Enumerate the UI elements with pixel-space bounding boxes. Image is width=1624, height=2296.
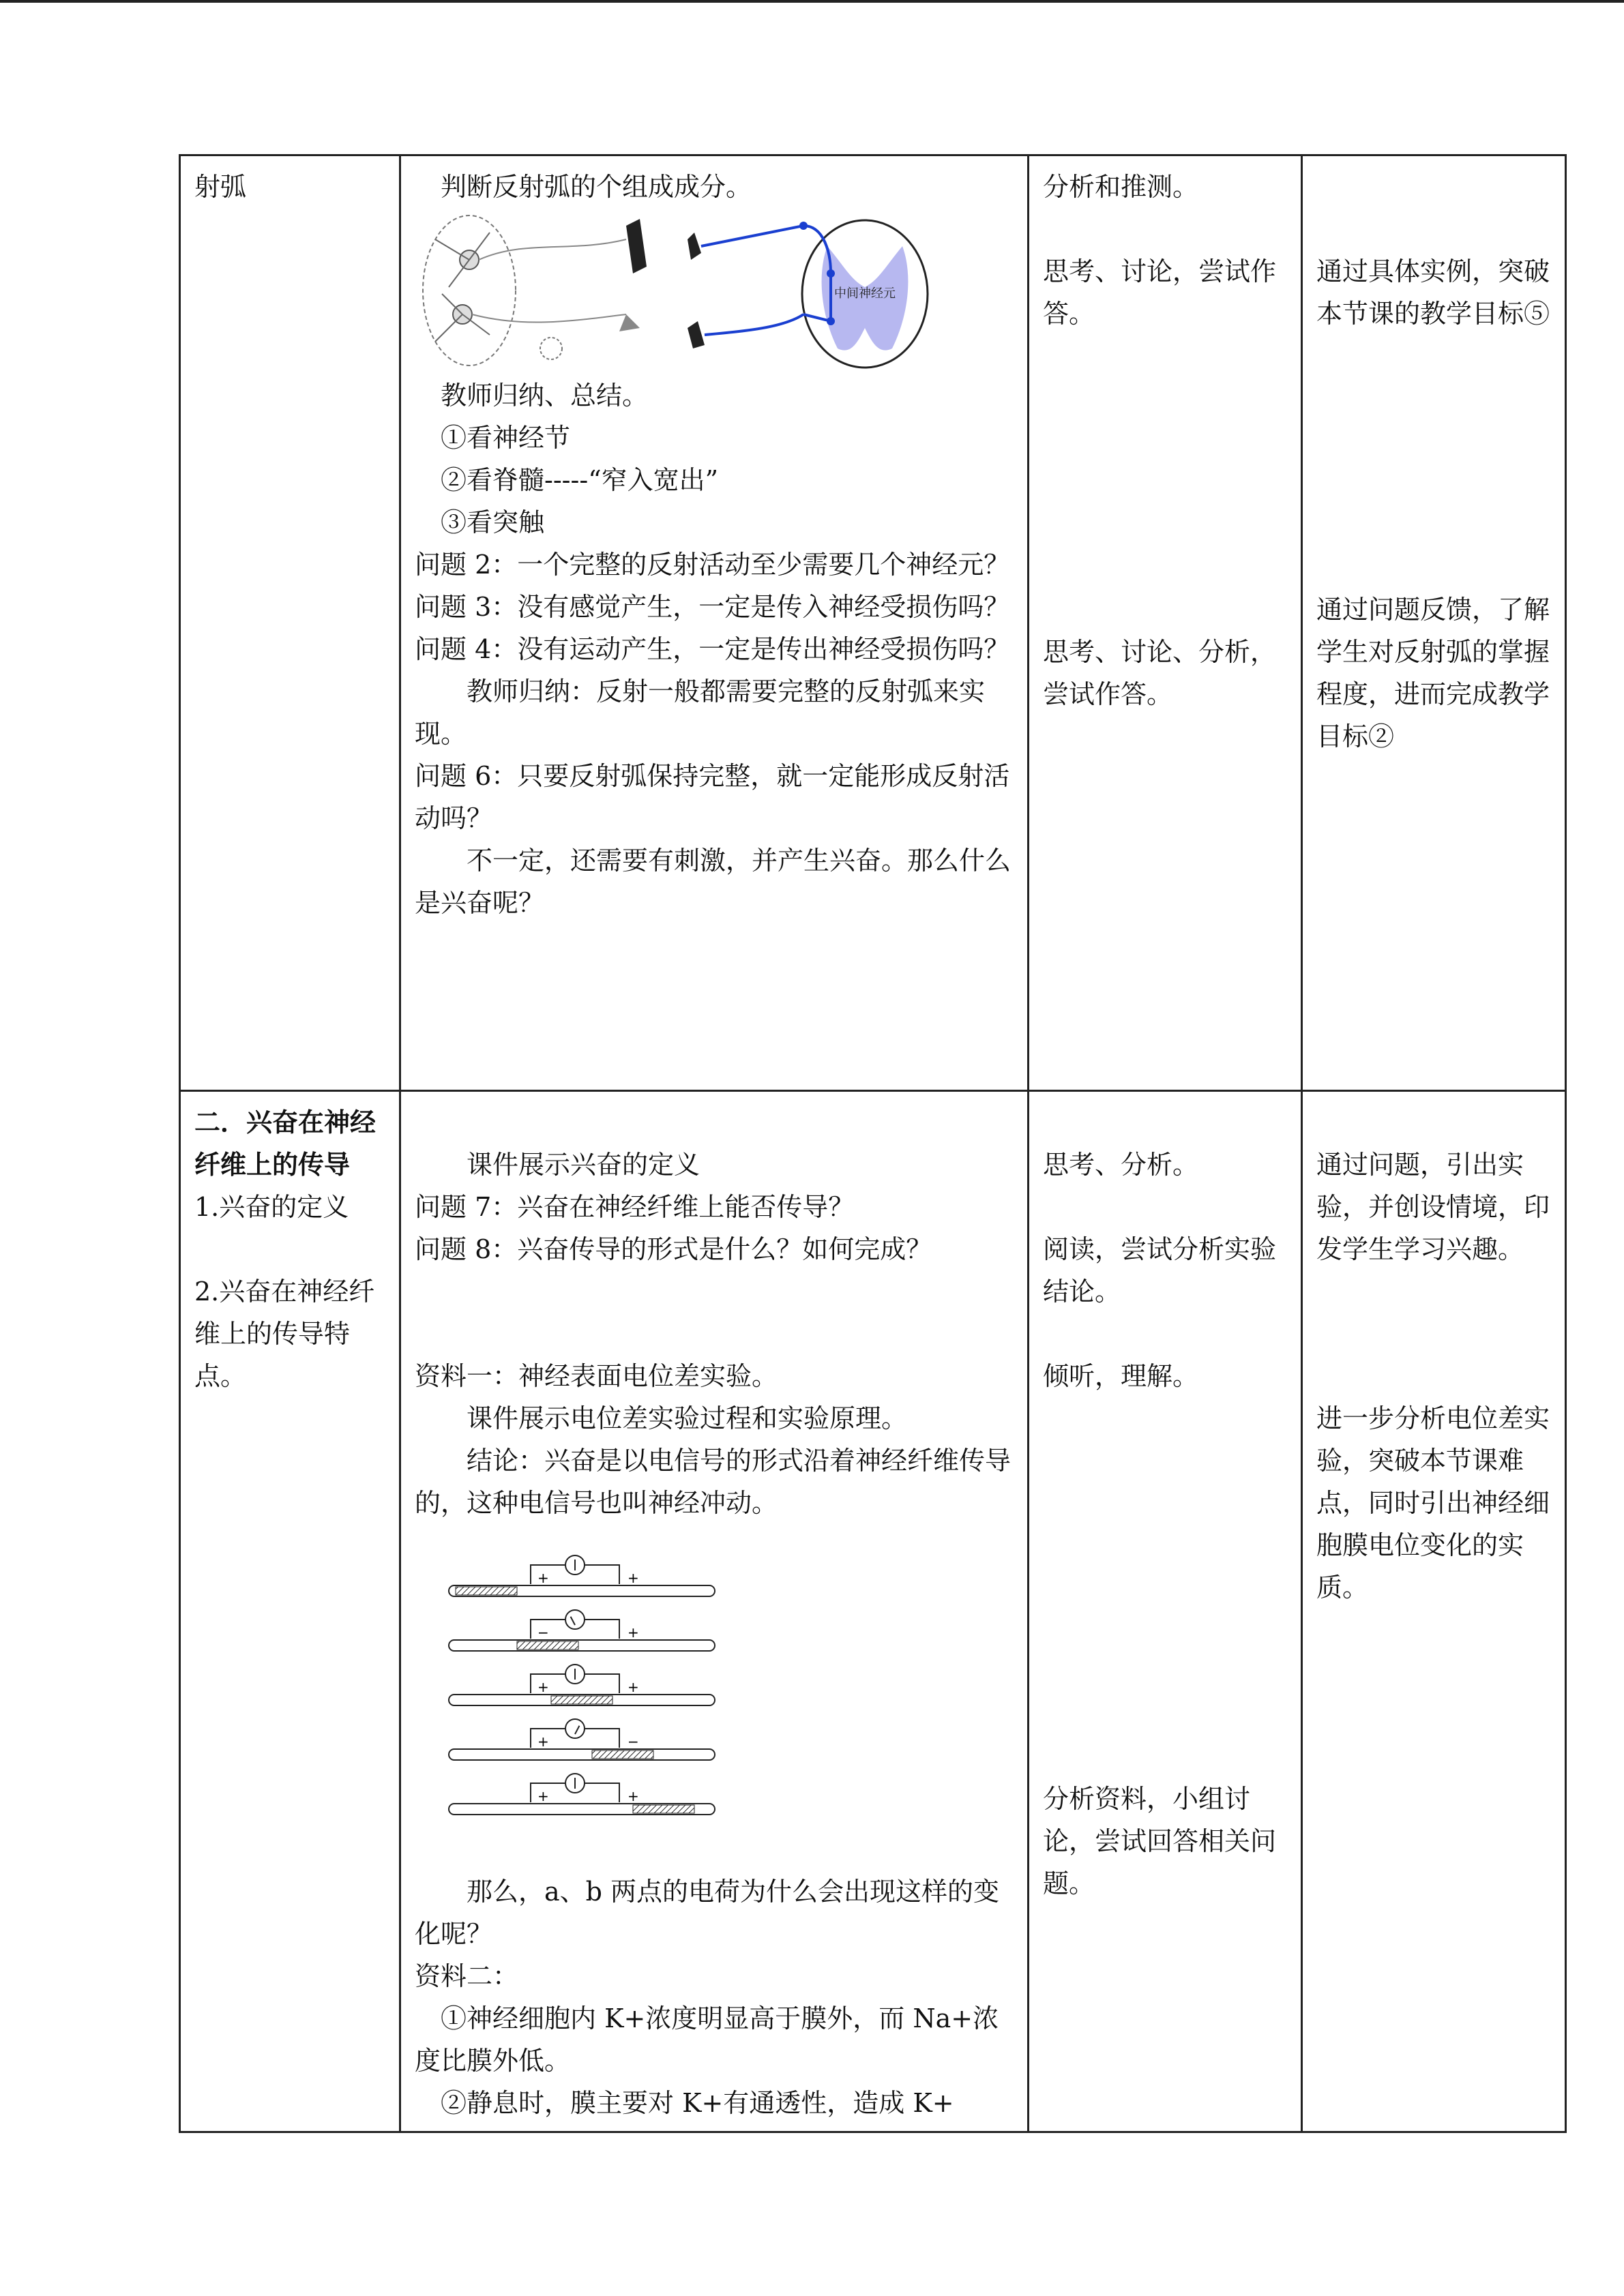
electrode-b-sign: + bbox=[628, 1679, 639, 1695]
electrode-a-sign: + bbox=[537, 1733, 549, 1750]
student-activity-1: 思考、分析。 bbox=[1043, 1150, 1199, 1180]
neuron-node-bottom bbox=[827, 317, 835, 325]
table-row-excitation bbox=[180, 1091, 1566, 2132]
topic-cell bbox=[180, 1091, 400, 2132]
galvanometer-stage bbox=[449, 1555, 715, 1596]
neuron-node-top bbox=[799, 222, 808, 230]
electrode-a-sign: + bbox=[537, 1570, 549, 1586]
summary-point-1: ①看神经节 bbox=[441, 423, 571, 453]
summary-title: 教师归纳、总结。 bbox=[441, 381, 649, 411]
student-activity-4: 分析资料，小组讨论，尝试回答相关问题。 bbox=[1043, 1784, 1277, 1898]
ganglion-outline bbox=[423, 215, 516, 366]
neuron-node-mid bbox=[827, 269, 835, 278]
design-intent-2: 通过问题反馈，了解学生对反射弧的掌握程度，进而完成教学目标② bbox=[1316, 595, 1550, 751]
electrode-a-sign: + bbox=[537, 1788, 549, 1804]
receptor-bottom bbox=[688, 321, 705, 348]
galvanometer-stages bbox=[442, 1545, 728, 1831]
topic-title: 二．兴奋在神经纤维上的传导 bbox=[194, 1107, 377, 1180]
table-row-reflex-arc bbox=[180, 155, 1566, 1091]
question-3: 问题 3：没有感觉产生，一定是传入神经受损伤吗？ bbox=[415, 592, 1010, 622]
electrode-b-sign: − bbox=[628, 1733, 639, 1750]
teacher-followup: 不一定，还需要有刺激，并产生兴奋。那么什么是兴奋呢？ bbox=[415, 846, 1012, 918]
teacher-conclusion: 教师归纳：反射一般都需要完整的反射弧来实现。 bbox=[415, 676, 986, 749]
question-6: 问题 6：只要反射弧保持完整，就一定能形成反射活动吗？ bbox=[415, 761, 1010, 833]
student-activity-2: 思考、讨论，尝试作答。 bbox=[1043, 256, 1277, 329]
teacher-intro: 判断反射弧的个组成成分。 bbox=[441, 172, 752, 202]
design-intent-cell bbox=[1302, 155, 1566, 1091]
galvanometer-stage bbox=[449, 1610, 715, 1651]
neuron-reflex-diagram bbox=[422, 212, 653, 369]
question-7: 问题 7：兴奋在神经纤维上能否传导？ bbox=[415, 1192, 855, 1222]
summary-point-3: ③看突触 bbox=[441, 507, 545, 537]
show-definition: 课件展示兴奋的定义 bbox=[467, 1150, 700, 1180]
afferent-fiber bbox=[472, 314, 626, 323]
topic-text: 射弧 bbox=[194, 172, 247, 202]
question-2: 问题 2：一个完整的反射活动至少需要几个神经元？ bbox=[415, 550, 1010, 580]
electrode-b-sign: + bbox=[628, 1788, 639, 1804]
galvanometer-stage bbox=[449, 1719, 715, 1760]
show-experiment: 课件展示电位差实验过程和实验原理。 bbox=[467, 1403, 908, 1433]
electrode-a-sign: − bbox=[537, 1624, 549, 1641]
effector-muscle bbox=[626, 219, 647, 273]
galvanometer-stage bbox=[449, 1774, 715, 1815]
electrode-b-sign: + bbox=[628, 1570, 639, 1586]
effector-top bbox=[688, 233, 701, 260]
experiment-conclusion: 结论：兴奋是以电信号的形式沿着神经纤维传导的，这种电信号也叫神经冲动。 bbox=[415, 1446, 1012, 1518]
electrode-b-sign: + bbox=[628, 1624, 639, 1641]
summary-point-2: ②看脊髓-----“窄入宽出” bbox=[441, 465, 719, 495]
design-intent-cell bbox=[1302, 1091, 1566, 2132]
design-intent-1: 通过具体实例，突破本节课的教学目标⑤ bbox=[1316, 256, 1550, 329]
receptor-tip bbox=[619, 314, 640, 331]
question-4: 问题 4：没有运动产生，一定是传出神经受损伤吗？ bbox=[415, 634, 1010, 664]
receptor-outline bbox=[540, 338, 562, 359]
design-intent-1: 通过问题，引出实验，并创设情境，印发学生学习兴趣。 bbox=[1316, 1150, 1550, 1264]
lesson-plan-table bbox=[179, 154, 1567, 2133]
efferent-fiber bbox=[479, 239, 626, 260]
topic-sub-2: 2.兴奋在神经纤维上的传导特点。 bbox=[194, 1277, 375, 1391]
question-8: 问题 8：兴奋传导的形式是什么？如何完成？ bbox=[415, 1234, 932, 1264]
page-top-border bbox=[0, 0, 1624, 3]
student-activity-cell bbox=[1029, 1091, 1302, 2132]
teacher-activity-cell bbox=[400, 1091, 1029, 2132]
student-activity-3: 倾听，理解。 bbox=[1043, 1361, 1199, 1391]
spinal-cord-diagram bbox=[674, 212, 933, 369]
sensory-neuron-path bbox=[705, 314, 803, 335]
electrode-a-sign: + bbox=[537, 1679, 549, 1695]
student-activity-1: 分析和推测。 bbox=[1043, 172, 1199, 202]
student-activity-3: 思考、讨论、分析，尝试作答。 bbox=[1043, 637, 1277, 709]
student-activity-2: 阅读，尝试分析实验结论。 bbox=[1043, 1234, 1277, 1307]
potential-difference-figure bbox=[442, 1545, 1014, 1843]
dendrites bbox=[435, 233, 490, 342]
material-2-item-2: ②静息时，膜主要对 K+有通透性，造成 K+ bbox=[441, 2088, 954, 2118]
student-activity-cell bbox=[1029, 155, 1302, 1091]
topic-cell bbox=[180, 155, 400, 1091]
material-2-item-1: ①神经细胞内 K+浓度明显高于膜外，而 Na+浓度比膜外低。 bbox=[415, 2003, 999, 2076]
topic-sub-1: 1.兴奋的定义 bbox=[194, 1192, 349, 1222]
motor-neuron-path bbox=[701, 226, 803, 246]
material-2: 资料二： bbox=[415, 1961, 519, 1991]
reflex-arc-figures bbox=[422, 212, 1014, 369]
galvanometer-stage bbox=[449, 1665, 715, 1705]
interneuron-label: 中间神经元 bbox=[834, 286, 896, 301]
design-intent-2: 进一步分析电位差实验，突破本节课难点，同时引出神经细胞膜电位变化的实质。 bbox=[1316, 1403, 1550, 1602]
teacher-activity-cell bbox=[400, 155, 1029, 1091]
material-1: 资料一：神经表面电位差实验。 bbox=[415, 1361, 778, 1391]
question-ab: 那么，a、b 两点的电荷为什么会出现这样的变化呢？ bbox=[415, 1877, 1000, 1949]
